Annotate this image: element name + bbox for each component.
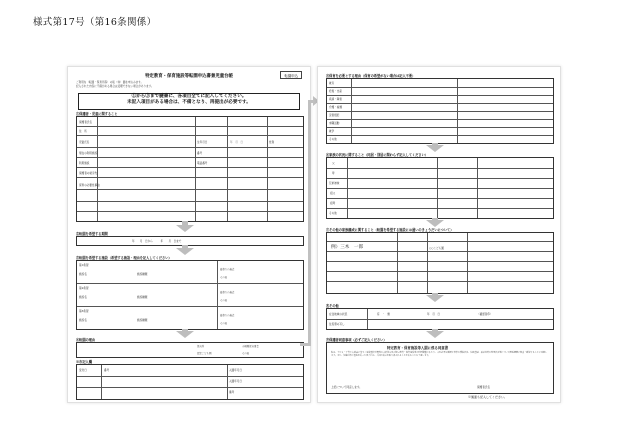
label-address: 住 所	[79, 130, 87, 133]
section-1-table	[76, 116, 304, 222]
pref-1-facility-label: 施設名	[79, 273, 87, 276]
form-intro-line-1: ご利用を（転園・保育所等）の転（休）園を申込みます。	[76, 81, 144, 84]
family-other: その他	[329, 212, 337, 215]
need-study: 就学	[329, 130, 335, 133]
reason-option-nursery[interactable]: 保育所	[197, 345, 205, 348]
residence-checker-seal: （確認者印）	[477, 313, 493, 316]
need-nursing: 介護・看護	[329, 106, 342, 109]
section-flow-arrow-3	[176, 331, 194, 338]
need-other: その他	[329, 138, 337, 141]
right-flow-arrow-4	[426, 331, 444, 338]
office-number: 番号	[104, 369, 110, 372]
birth-date-format: 年 月 日	[230, 141, 243, 144]
label-phone: 電話番号	[197, 162, 208, 165]
family-grandfather: 祖父	[330, 192, 336, 195]
pref-3-type-label: 施設種類	[137, 319, 148, 322]
family-father: 父	[332, 162, 335, 165]
notice-line-1: ①から③まで腱書に、各項目全てに記入してください。	[131, 94, 247, 99]
label-employer: 保護者の就労先	[79, 172, 98, 175]
pref-2-nearest-option[interactable]: 最寄りの施設	[220, 291, 235, 294]
form-intro-text	[76, 81, 302, 88]
preference-2-label: 第2希望	[79, 287, 89, 290]
section-6-table	[326, 157, 554, 219]
office-use-table	[76, 364, 304, 400]
need-work: 就労	[329, 82, 335, 85]
pref-1-type-label: 施設種類	[137, 273, 148, 276]
office-entry-date-2: 入園年月日	[229, 380, 242, 383]
section-4-table	[76, 342, 304, 358]
consent-text: 私は、子ども・子育て支援法に基づく施設型給付費等の支給認定及び特定教育・保育施設等の利用調整にあたり、市が必要な範囲で世帯の課税状況、住民登録、福祉制度の利用状況等について関係機関に照会・確認することに同意します。また、記載内容に虚偽があった場合には、入園の決定が取り消されることがあることを了承します。	[331, 352, 548, 357]
section-2-title: ②転園を希望する期間	[76, 232, 108, 236]
section-flow-arrow-2	[176, 248, 194, 255]
notice-line-2: 未記入項目がある場合は、不備となり、再提出が必要です。	[127, 100, 251, 106]
label-facility: 利用施設	[79, 162, 90, 165]
pref-3-nearest-option[interactable]: 最寄りの施設	[220, 314, 235, 317]
pref-2-facility-label: 施設名	[79, 296, 87, 299]
need-disaster: 災害復旧	[329, 114, 340, 117]
pref-1-nearest-option[interactable]: 最寄りの施設	[220, 268, 235, 271]
label-child-name: 児童氏名	[79, 141, 90, 144]
page-connector-line	[308, 100, 311, 345]
closing-note: ※裏面も記入してください。	[468, 395, 508, 399]
section-flow-arrow	[176, 225, 194, 232]
label-gender: 性別	[269, 141, 275, 144]
label-care-need: 保育の必要性事由	[79, 184, 100, 187]
label-number: 番号	[197, 152, 203, 155]
section-9-title: ⑨保護者同意事項（必ずご記入ください）	[326, 338, 387, 342]
section-5-table	[326, 78, 554, 144]
residence-status-label: 在住地域の状況	[329, 313, 348, 316]
label-birth-date: 生年月日	[197, 141, 208, 144]
consent-heading: 特定教育・保育施設等入園に係る同意書	[387, 346, 449, 350]
section-6-title: ⑥家族の状況に関すること（同居・別居に関わらず記入してください）	[326, 153, 428, 157]
form-page-right	[317, 66, 561, 403]
right-flow-arrow-3	[426, 295, 444, 302]
need-job-search: 求職活動	[329, 122, 340, 125]
pref-1-other-option[interactable]: その他	[220, 276, 228, 279]
need-pregnancy: 妊娠・出産	[329, 90, 342, 93]
section-8-table	[326, 308, 554, 330]
label-current-facility: 現在の利用施設	[79, 152, 98, 155]
reason-option-small-scale[interactable]: 小規模保育事業	[242, 345, 259, 348]
section-5-title: ⑤保育を必要とする理由（保育の希望がない場合は記入不要）	[326, 74, 416, 78]
office-received-date: 受付日	[79, 369, 87, 372]
preference-3-label: 第3希望	[79, 310, 89, 313]
section-1-title: ①保護者・児童に関すること	[76, 112, 118, 116]
need-illness: 疾病・障害	[329, 98, 342, 101]
section-3-title: ③転園を希望する施設（希望する施設・理由を記入してください）	[76, 256, 172, 260]
pref-3-facility-label: 施設名	[79, 319, 87, 322]
residence-date: 年 月 日	[427, 313, 440, 316]
office-remarks: 備考	[229, 391, 235, 394]
consent-sign-text: 上記について同意します。	[331, 386, 362, 389]
residence-yes-no[interactable]: 有 ・ 無	[377, 313, 390, 316]
form-title: 特定教育・保育施設等転園申込書兼児童台帳	[145, 74, 233, 79]
sibling-sample-name: 例）三木 一郎	[331, 245, 364, 250]
family-siblings: 兄弟姉妹	[329, 182, 340, 185]
section-3-table	[76, 260, 304, 330]
instruction-notice	[78, 93, 300, 110]
page-connector-bottom	[300, 343, 311, 346]
family-mother: 母	[332, 172, 335, 175]
form-page-left	[67, 66, 311, 403]
section-4-title: ④転園の理由	[76, 338, 96, 342]
form-badge: 転園申込	[280, 71, 302, 79]
section-7-title: ⑦その他の家族構成に関すること（転園を希望する施設にお通いのきょうだいについて）	[326, 228, 454, 232]
section-8-title: ⑧その他	[326, 304, 339, 308]
preference-1-label: 第1希望	[79, 264, 89, 267]
label-guardian-name: 保護者氏名	[79, 121, 92, 124]
right-flow-arrow-1	[426, 145, 444, 152]
consent-guardian-name-label: 保護者氏名	[477, 386, 490, 389]
pref-2-type-label: 施設種類	[137, 296, 148, 299]
reason-option-other[interactable]: その他	[242, 352, 250, 355]
reason-option-kodomoen[interactable]: 認定こども園	[197, 352, 212, 355]
resident-certificate-label: 住民票の写し	[329, 323, 345, 326]
sibling-sample-note: ○○こども園	[429, 247, 444, 250]
transfer-period-row: 年 月 日から 年 月 日まで	[132, 240, 182, 243]
right-flow-arrow-2	[426, 220, 444, 227]
form-number-heading: 様式第17号（第16条関係）	[33, 17, 157, 28]
form-intro-line-2: 記入された内容に不備がある場合は受理できない場合があります。	[76, 84, 154, 88]
family-grandmother: 祖母	[330, 202, 336, 205]
pref-2-other-option[interactable]: その他	[220, 299, 228, 302]
section-7-table	[326, 232, 554, 294]
office-entry-date-1: 入園年月日	[229, 369, 242, 372]
pref-3-other-option[interactable]: その他	[220, 322, 228, 325]
office-use-title: ※市記入欄	[76, 360, 92, 364]
section-9-box	[326, 342, 554, 394]
section-2-table	[76, 236, 304, 246]
